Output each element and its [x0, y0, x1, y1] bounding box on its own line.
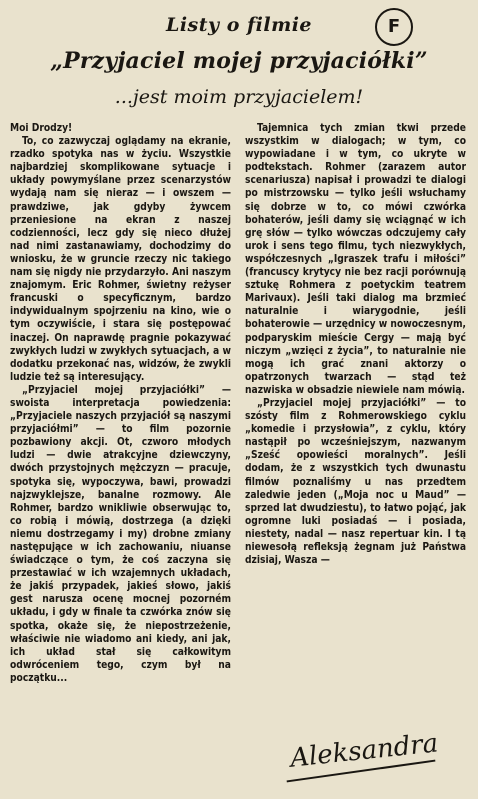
handwritten-signature: Aleksandra — [288, 728, 440, 774]
article-header — [0, 0, 478, 118]
article-title: „Przyjaciel mojej przyjaciółki” — [50, 48, 428, 74]
section-label: Listy o filmie — [165, 14, 312, 36]
text-column-left — [10, 122, 231, 782]
article-subtitle: ...jest moim przyjacielem! — [114, 86, 364, 108]
paragraph: To, co zazwyczaj oglądamy na ekranie, rzadko spotyka nas w życiu. Wszystkie najbardziej skomplikowane sytuacje i układy powymyślane przez scenarzystów wydają nam się nieraz — i owszem — prawdziwe, jak gdyby żywcem przeniesione na ekran z naszej codzienności, lecz gdy się nieco dłużej nad nimi zastanawiamy, dochodzimy do wniosku, że w gruncie rzeczy nic takiego nam się nigdy nie przydarzyło. Ani naszym znajomym. Eric Rohmer, świetny reżyser francuski o specyficznym, bardzo indywidualnym spojrzeniu na kino, wie o tym oczywiście, i stara się postępować inaczej. On naprawdę pragnie pokazywać zwykłych ludzi w zwykłych sytuacjach, a w dodatku przekonać nas, widzów, że zwykli ludzie też są interesujący. — [10, 136, 231, 383]
paragraph: „Przyjaciel mojej przyjaciółki” — to szósty film z Rohmerowskiego cyklu „komedie i przysłowia”, z cyklu, który nastąpił po wcześniejszym, nazwanym „Sześć opowieści moralnych”. Jeśli dodam, że z wszystkich tych dwunastu filmów poznaliśmy u nas przedtem zaledwie jeden („Moja noc u Maud” — sprzed lat dwudziestu), to łatwo pojąć, jak ogromne luki posiadaś — i posiada, niestety, nadal — nasz repertuar kin. I tą niewesołą refleksją żegnam już Państwa dzisiaj, Wasza — — [245, 397, 466, 567]
paragraph: Tajemnica tych zmian tkwi przede wszystkim w dialogach; w tym, co wypowiadane i w tym, co ukryte w podtekstach. Rohmer (zarazem autor scenariusza) napisał i prowadzi te dialogi po mistrzowsku — tylko jeśli wsłuchamy się dobrze w to, co mówi czwórka bohaterów, jeśli damy się wciągnąć w ich grę słów — tylko wówczas odczujemy cały urok i sens tego filmu, tych niezwykłych, współczesnych „Igraszek trafu i miłości” (francuscy krytycy nie bez racji porównują sztukę Rohmera z poetyckim teatrem Marivaux). Jeśli taki dialog ma brzmieć naturalnie i wiarygodnie, jeśli bohaterowie — urzędnicy w nowoczesnym, podparyskim mieście Cergy — mają być niczym „wzięci z życia”, to naturalnie nie mogą ich grać znani aktorzy o opatrzonych twarzach — stąd też nazwiska w obsadzie niewiele nam mówią. — [245, 123, 466, 396]
salutation: Moi Drodzy! — [10, 123, 73, 134]
paragraph: „Przyjaciel mojej przyjaciółki” — swoista interpretacja powiedzenia: „Przyjaciele naszych przyjaciół są naszymi przyjaciółmi” — to film pozornie pozbawiony akcji. Ot, czworo młodych ludzi — dwie atrakcyjne dziewczyny, dwóch przystojnych mężczyzn — pracuje, spotyka się, wypoczywa, bawi, prowadzi najzwyklejsze, banalne rozmowy. Ale Rohmer, bardzo wnikliwie obserwując to, co robią i mówią, dostrzega (a dzięki niemu dostrzegamy i my) drobne zmiany następujące w ich zachowaniu, niuanse świadczące o tym, że coś zaczyna się przestawiać w ich wzajemnych układach, że jakiś przypadek, jakieś słowo, jakiś gest narusza ocenę mocnej pozorném układu, i gdy w finale ta czwórka znów się spotka, okaże się, że niepostrzeżenie, właściwie nie wiadomo ani kiedy, ani jak, ich układ stał się całkowitym odwróceniem tego, czym był na początku... — [10, 384, 231, 684]
article-body — [10, 122, 466, 782]
section-badge: F — [375, 8, 413, 46]
text-column-right — [245, 122, 466, 782]
